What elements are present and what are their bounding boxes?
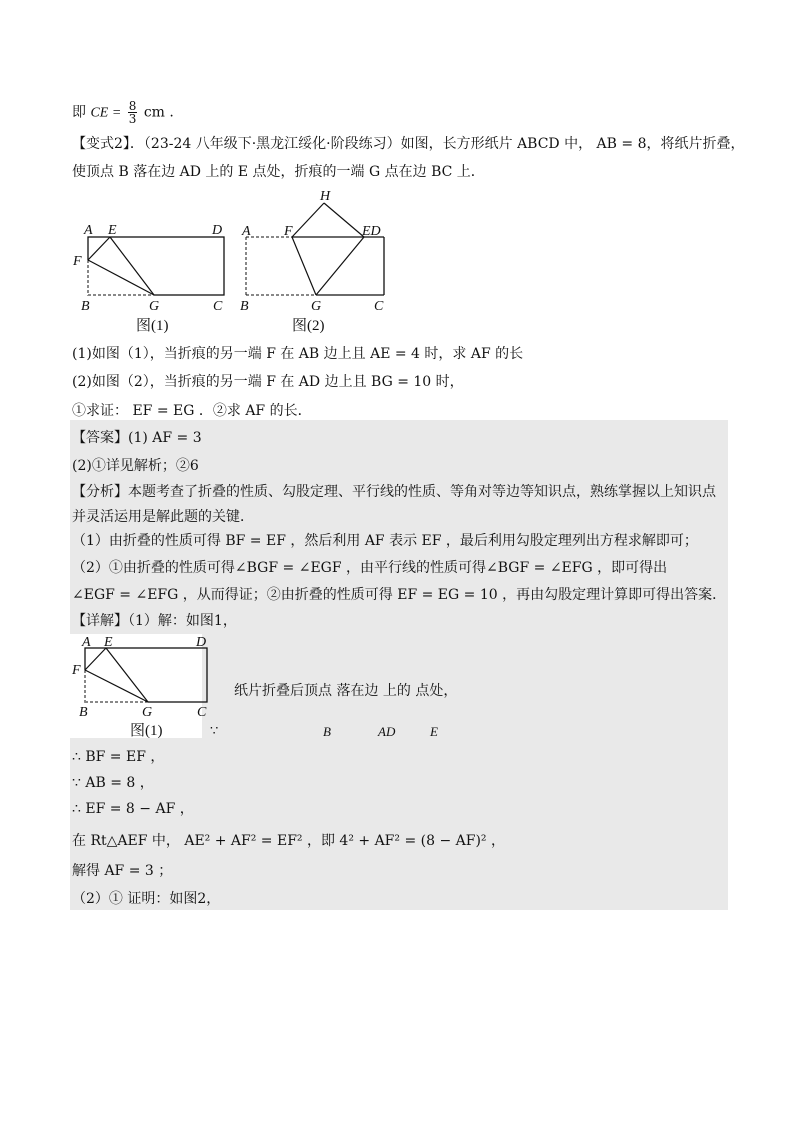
detail-side-text: 纸片折叠后顶点 落在边 上的 点处，: [234, 683, 458, 699]
stray-e: E: [430, 724, 438, 739]
answer-2: (2)①详见解析；②6: [72, 458, 199, 474]
figure-1: [70, 220, 240, 340]
crease-fg: [88, 260, 154, 295]
because-symbol: ∵: [210, 724, 219, 739]
stray-ad: AD: [378, 724, 396, 739]
result-line: 即 CE = $\frac{8}{3}$ cm .: [72, 99, 174, 126]
fold-fh: [292, 203, 324, 237]
svg-text:F: F: [72, 663, 81, 678]
svg-text:G: G: [142, 705, 153, 720]
label-c: C: [213, 299, 223, 314]
step-1: ∴ BF = EF ，: [72, 749, 165, 765]
rect-abcd: [88, 237, 224, 295]
fraction: $\frac{8}{3}$: [128, 99, 137, 126]
answer-1: 【答案】(1) AF = 3: [72, 430, 202, 446]
analysis-5: ∠EGF = ∠EFG ，从而得证；②由折叠的性质可得 EF = EG = 10 ，再由勾股定理计算即可得出答案．: [72, 587, 727, 603]
problem-title: 【变式2】．（23-24 八年级下·黑龙江绥化·阶段练习）如图，长方形纸片 ABCD 中， AB = 8，将纸片折叠，: [72, 136, 745, 152]
analysis-1: 【分析】本题考查了折叠的性质、勾股定理、平行线的性质、等角对等边等知识点，熟练掌握以上知识点: [72, 484, 716, 500]
label-f: F: [284, 224, 293, 239]
step-5: 解得 AF = 3 ；: [72, 863, 173, 879]
label-ed: ED: [362, 224, 381, 239]
fold-eg: [316, 237, 364, 295]
label-e: E: [108, 223, 117, 238]
figure-1-caption: 图(1): [136, 318, 169, 334]
svg-text:图(1): 图(1): [130, 723, 163, 738]
svg-text:E: E: [104, 635, 113, 650]
figure-2-caption: 图(2): [292, 318, 325, 334]
label-b: B: [240, 299, 249, 314]
problem-text: 使顶点 B 落在边 AD 上的 E 点处，折痕的一端 G 点在边 BC 上．: [72, 164, 485, 180]
svg-text:D: D: [196, 635, 207, 650]
label-h: H: [320, 189, 331, 204]
fold-he: [324, 203, 364, 237]
step-4: 在 Rt△AEF 中， AE² + AF² = EF² ，即 4² + AF² = (8 − AF)² ，: [72, 833, 505, 849]
stray-b: B: [323, 724, 331, 739]
label-g: G: [149, 299, 160, 314]
fold-ef: [88, 237, 110, 260]
svg-text:B: B: [79, 705, 88, 720]
question-3: ①求证： EF = EG ．②求 AF 的长．: [72, 403, 312, 419]
svg-text:A: A: [82, 635, 91, 650]
label-d: D: [212, 223, 223, 238]
step-2: ∵ AB = 8 ，: [72, 775, 154, 791]
step-3: ∴ EF = 8 − AF ，: [72, 801, 194, 817]
figure-2: [238, 186, 398, 340]
figure-1-copy: [70, 634, 210, 738]
question-1: (1)如图（1），当折痕的另一端 F 在 AB 边上且 AE = 4 时，求 AF 的长: [72, 346, 524, 362]
step-6: （2）① 证明：如图2，: [72, 891, 221, 907]
label-a: A: [242, 224, 251, 239]
analysis-2: 并灵活运用是解此题的关键．: [72, 509, 254, 525]
label-c: C: [374, 299, 384, 314]
label-a: A: [84, 223, 93, 238]
label-g: G: [311, 299, 322, 314]
detail-1: 【详解】（1）解：如图1，: [72, 613, 237, 629]
label-f: F: [73, 254, 82, 269]
question-2: (2)如图（2），当折痕的另一端 F 在 AD 边上且 BG = 10 时，: [72, 374, 464, 390]
label-b: B: [81, 299, 90, 314]
analysis-4: （2）①由折叠的性质可得∠BGF = ∠EGF ，由平行线的性质可得∠BGF = ∠EFG ，即可得出: [72, 560, 668, 576]
analysis-3: （1）由折叠的性质可得 BF = EF ，然后利用 AF 表示 EF ，最后利用勾股定理列出方程求解即可；: [72, 533, 698, 549]
svg-text:C: C: [197, 705, 207, 720]
fold-eg: [110, 237, 154, 295]
crease-fg: [292, 237, 316, 295]
